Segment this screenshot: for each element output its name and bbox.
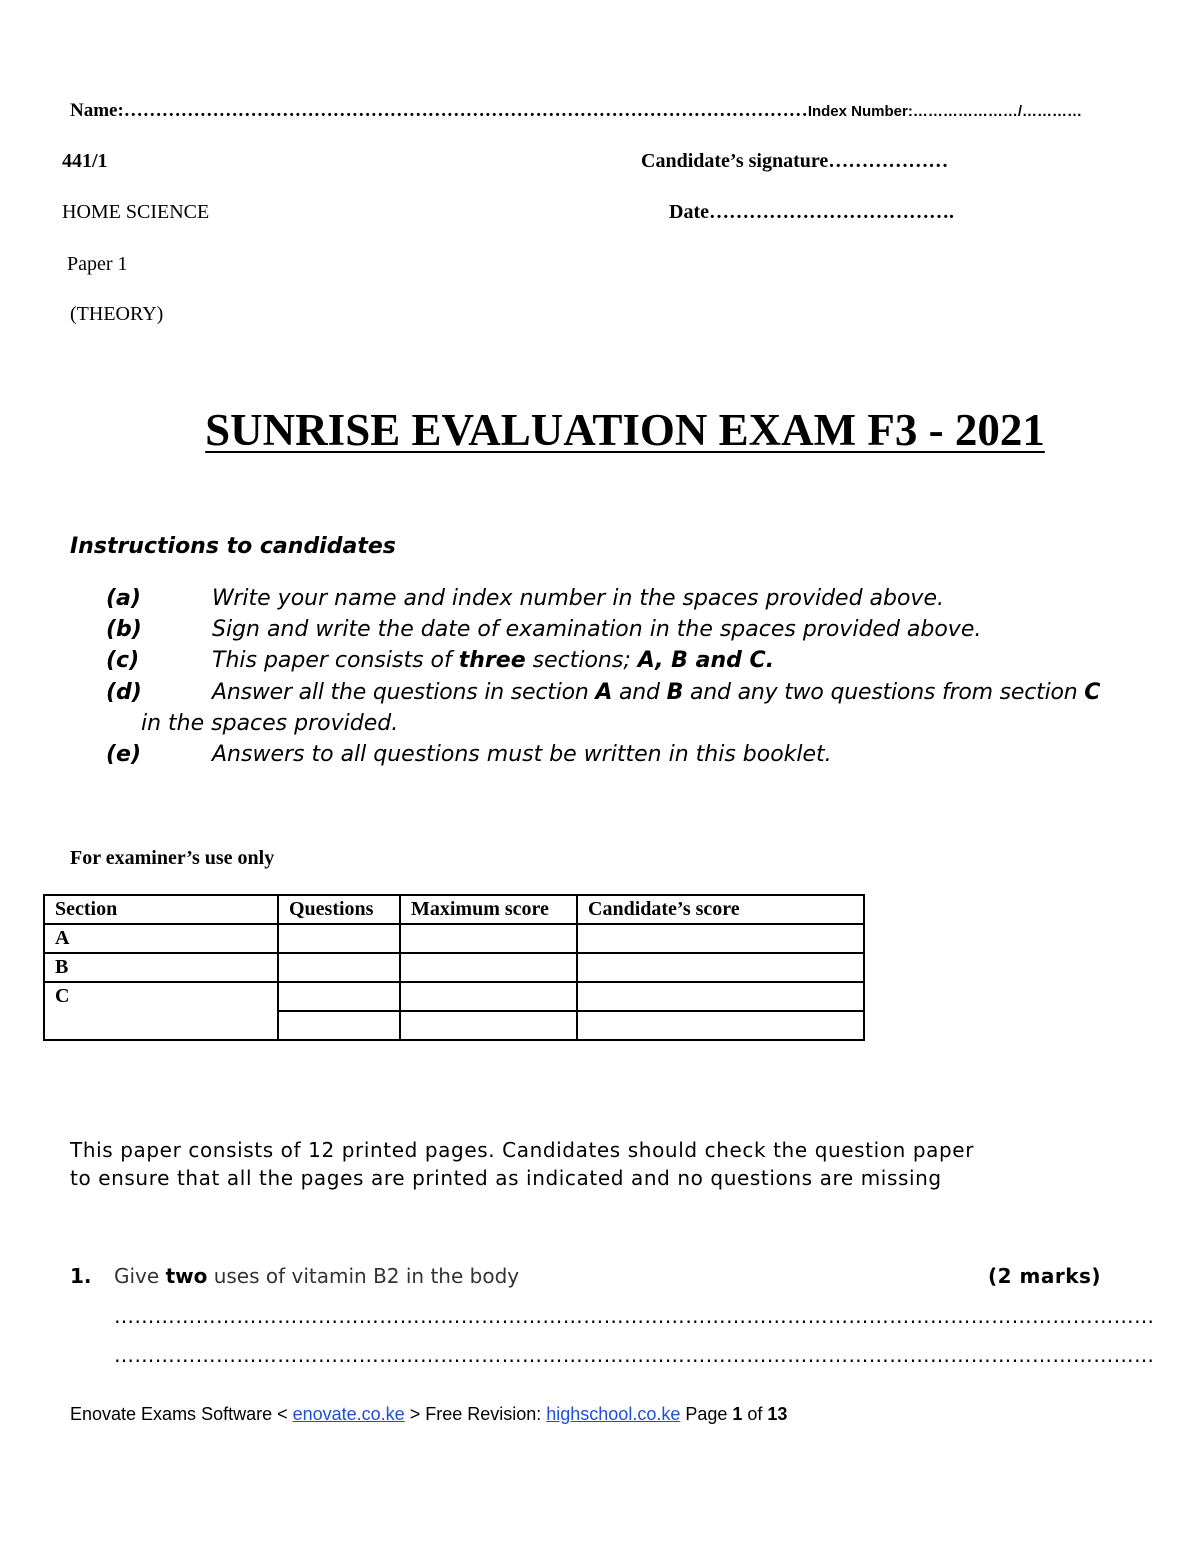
questions-cell[interactable] bbox=[278, 924, 400, 953]
examiner-heading: For examiner’s use only bbox=[70, 847, 275, 869]
column-header: Maximum score bbox=[400, 895, 577, 924]
table-row bbox=[44, 953, 864, 982]
instruction-label: (b) bbox=[106, 617, 142, 642]
instruction-label: (a) bbox=[106, 586, 141, 611]
page-count-notice-line1: This paper consists of 12 printed pages. Candidates should check the question paper bbox=[70, 1138, 975, 1162]
column-header: Section bbox=[44, 895, 278, 924]
column-header: Questions bbox=[278, 895, 400, 924]
answer-line[interactable]: ……………………………………………………………………………………………………………………………………… bbox=[114, 1343, 1155, 1367]
page-total: 13 bbox=[767, 1404, 788, 1424]
question-text: Give two uses of vitamin B2 in the body bbox=[114, 1264, 520, 1288]
instruction-text: Answers to all questions must be written in this booklet. bbox=[212, 742, 832, 767]
candidate-score-cell[interactable] bbox=[577, 982, 864, 1011]
examiner-score-table bbox=[43, 894, 865, 1041]
question-marks: (2 marks) bbox=[988, 1264, 1102, 1288]
table-row bbox=[44, 982, 864, 1011]
table-row bbox=[44, 924, 864, 953]
section-cell: C bbox=[44, 982, 278, 1040]
candidate-score-cell[interactable] bbox=[577, 1011, 864, 1040]
instruction-text: Write your name and index number in the spaces provided above. bbox=[212, 586, 944, 611]
instruction-text: Sign and write the date of examination in the spaces provided above. bbox=[212, 617, 982, 642]
max-score-cell[interactable] bbox=[400, 924, 577, 953]
table-header-row bbox=[44, 895, 864, 924]
page-number: 1 bbox=[732, 1404, 743, 1424]
max-score-cell[interactable] bbox=[400, 953, 577, 982]
questions-cell[interactable] bbox=[278, 953, 400, 982]
instruction-d-continued: in the spaces provided. bbox=[141, 711, 399, 736]
section-cell: A bbox=[44, 924, 278, 953]
name-label: Name:……………………………………………………………………………………………… bbox=[70, 100, 808, 121]
candidate-score-cell[interactable] bbox=[577, 953, 864, 982]
candidate-score-cell[interactable] bbox=[577, 924, 864, 953]
paper-number: Paper 1 bbox=[67, 253, 128, 275]
exam-title: SUNRISE EVALUATION EXAM F3 - 2021 bbox=[205, 405, 1045, 455]
column-header: Candidate’s score bbox=[577, 895, 864, 924]
page-count-notice-line2: to ensure that all the pages are printed as indicated and no questions are missing bbox=[70, 1166, 942, 1190]
instruction-label: (c) bbox=[106, 648, 140, 673]
instruction-label: (e) bbox=[106, 742, 142, 767]
max-score-cell[interactable] bbox=[400, 1011, 577, 1040]
questions-cell[interactable] bbox=[278, 982, 400, 1011]
page-footer: Enovate Exams Software < enovate.co.ke > Free Revision: highschool.co.ke Page 1 of 13 bbox=[70, 1404, 788, 1424]
answer-line[interactable]: ……………………………………………………………………………………………………………………………………… bbox=[114, 1304, 1155, 1328]
paper-code: 441/1 bbox=[62, 150, 108, 172]
enovate-link[interactable]: enovate.co.ke bbox=[292, 1404, 405, 1424]
instruction-label: (d) bbox=[106, 680, 142, 705]
section-cell: B bbox=[44, 953, 278, 982]
question-number: 1. bbox=[70, 1264, 92, 1288]
subject-name: HOME SCIENCE bbox=[62, 201, 210, 223]
instructions-heading: Instructions to candidates bbox=[70, 534, 396, 559]
instruction-text: Answer all the questions in section A and B and any two questions from section C bbox=[212, 680, 1101, 705]
questions-cell[interactable] bbox=[278, 1011, 400, 1040]
name-field-label bbox=[70, 100, 1082, 122]
candidate-signature-label: Candidate’s signature……………… bbox=[641, 150, 949, 172]
instruction-text: This paper consists of three sections; A, B and C. bbox=[212, 648, 775, 673]
paper-type: (THEORY) bbox=[70, 303, 164, 325]
highschool-link[interactable]: highschool.co.ke bbox=[546, 1404, 681, 1424]
index-number-label: Index Number:…………………/………… bbox=[807, 103, 1082, 120]
date-label: Date………………………………. bbox=[669, 201, 954, 223]
max-score-cell[interactable] bbox=[400, 982, 577, 1011]
